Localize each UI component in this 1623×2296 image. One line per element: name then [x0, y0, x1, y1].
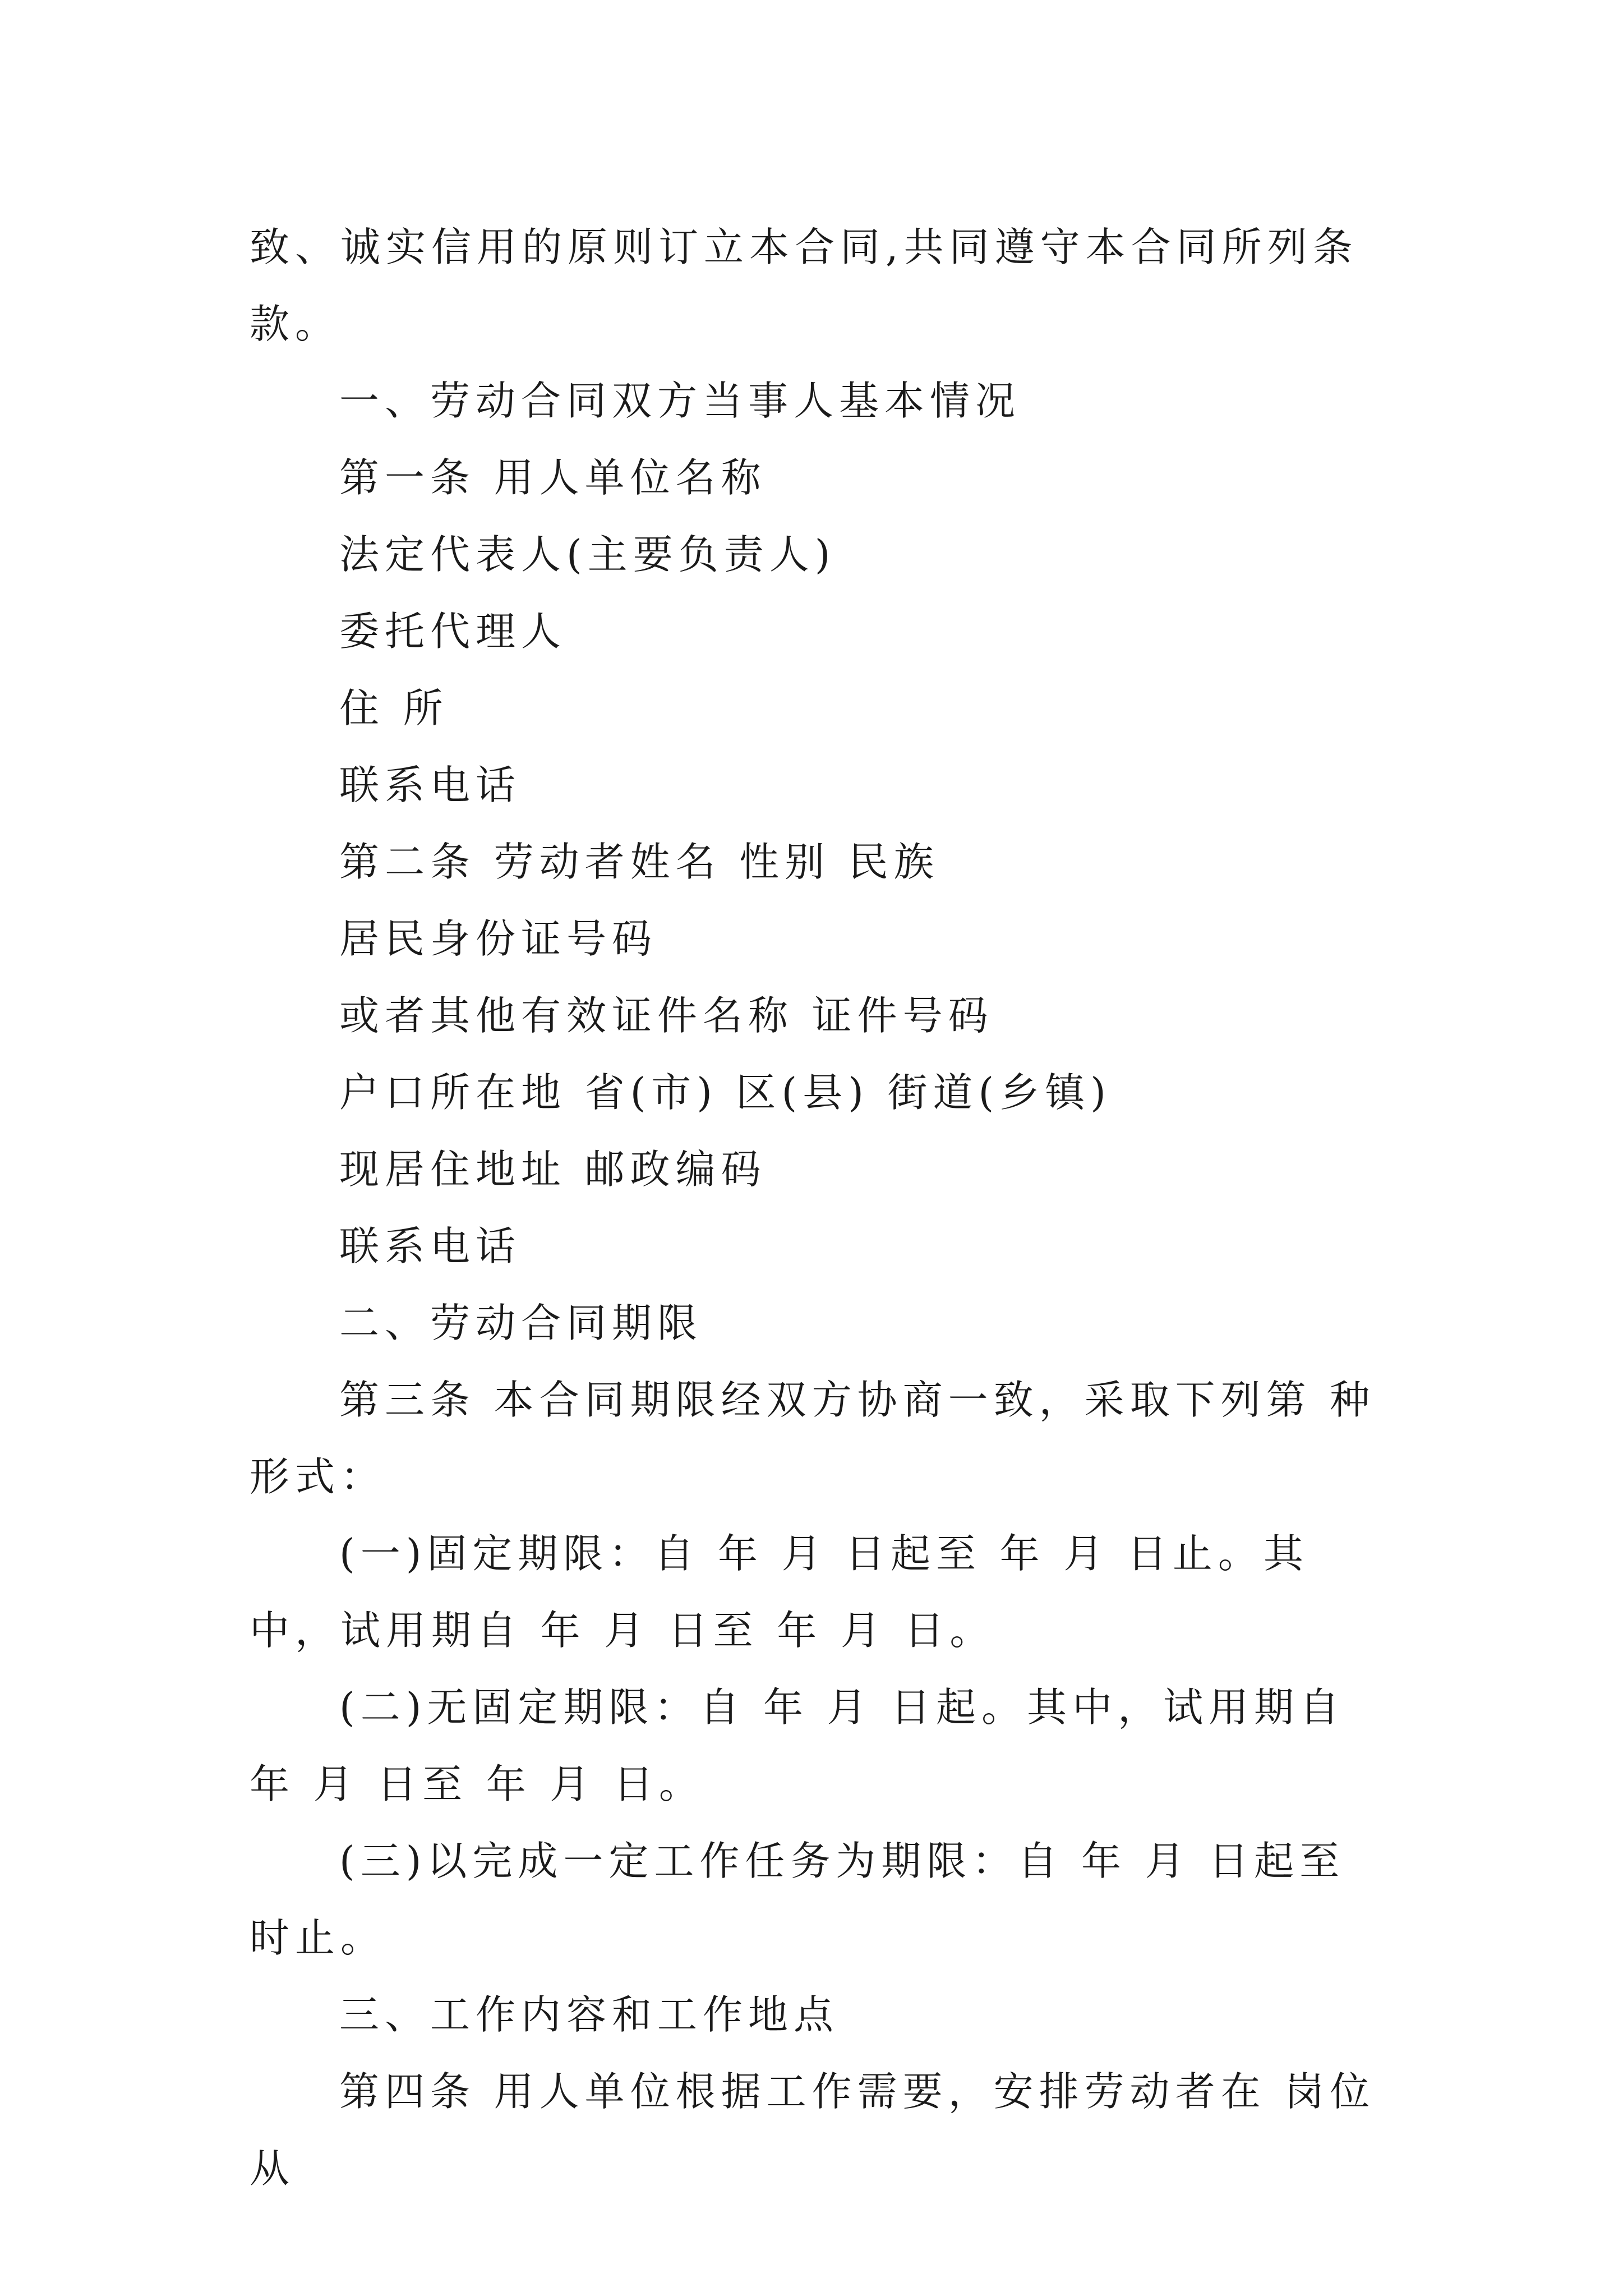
section-heading-term: 二、劳动合同期限 — [339, 1300, 703, 1346]
other-id-line: 或者其他有效证件名称 证件号码 — [339, 992, 994, 1039]
employer-phone-line: 联系电话 — [339, 762, 522, 808]
document-body — [250, 209, 1388, 2207]
fixed-term-option: (一)固定期限：自 年 月 日起至 年 月 日止。其中，试用期自 年 月 日至 年 月 日。 — [250, 1530, 1309, 1654]
authorized-agent-line: 委托代理人 — [339, 608, 567, 655]
legal-representative-line: 法定代表人(主要负责人) — [339, 531, 836, 578]
paragraph-continuation: 致、诚实信用的原则订立本合同,共同遵守本合同所列条款。 — [250, 224, 1358, 347]
section-heading-parties: 一、劳动合同双方当事人基本情况 — [339, 378, 1021, 424]
section-heading-work: 三、工作内容和工作地点 — [339, 1991, 840, 2038]
clause-4-job-assignment: 第四条 用人单位根据工作需要，安排劳动者在 岗位从 — [250, 2068, 1376, 2192]
current-address-line: 现居住地址 邮政编码 — [339, 1146, 767, 1193]
address-line: 住 所 — [339, 685, 449, 731]
id-number-line: 居民身份证号码 — [339, 915, 658, 962]
clause-3-term-form: 第三条 本合同期限经双方协商一致，采取下列第 种形式： — [250, 1377, 1376, 1500]
task-based-term-option: (三)以完成一定工作任务为期限：自 年 月 日起至 时止。 — [250, 1838, 1363, 1961]
employee-phone-line: 联系电话 — [339, 1223, 522, 1269]
open-ended-term-option: (二)无固定期限：自 年 月 日起。其中，试用期自 年 月 日至 年 月 日。 — [250, 1684, 1363, 1807]
clause-1-employer-name: 第一条 用人单位名称 — [339, 454, 767, 501]
clause-2-employee-info: 第二条 劳动者姓名 性别 民族 — [339, 839, 939, 885]
household-registration-line: 户口所在地 省(市) 区(县) 街道(乡镇) — [339, 1069, 1112, 1116]
